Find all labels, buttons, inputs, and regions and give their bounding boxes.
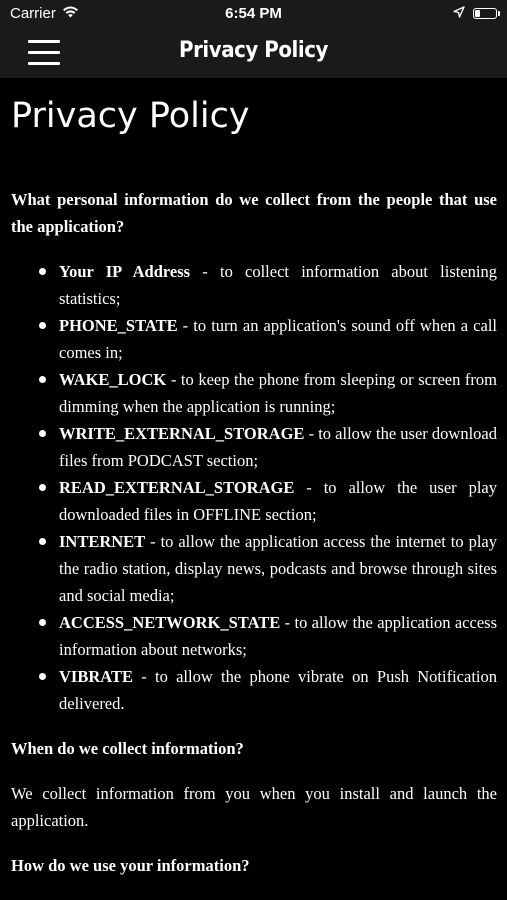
battery-icon (473, 8, 497, 19)
list-item (11, 258, 497, 312)
permission-name: WAKE_LOCK (59, 370, 167, 389)
list-item (11, 528, 497, 609)
answer-when: We collect information from you when you install and launch the application. (11, 784, 497, 830)
permission-name: READ_EXTERNAL_STORAGE (59, 478, 295, 497)
question-when: When do we collect information? (11, 739, 244, 758)
list-item (11, 474, 497, 528)
permission-name: PHONE_STATE (59, 316, 178, 335)
permission-desc: - to allow the phone vibrate on Push Notification delivered. (59, 667, 497, 713)
list-item (11, 420, 497, 474)
list-item (11, 609, 497, 663)
permission-name: INTERNET (59, 532, 146, 551)
content-scroll-area[interactable] (0, 78, 507, 900)
permission-desc: - to turn an application's sound off when a call comes in; (59, 316, 497, 362)
page-heading: Privacy Policy (11, 96, 250, 136)
permission-desc: - to allow the application access the internet to play the radio station, display news, podcasts and browse through sites and social media; (59, 532, 497, 605)
status-bar (0, 0, 507, 28)
question-collect: What personal information do we collect from the people that use the application? (11, 190, 497, 236)
permission-desc: - to collect information about listening statistics; (59, 262, 497, 308)
permission-name: Your IP Address (59, 262, 191, 281)
policy-body (11, 186, 497, 897)
nav-bar (0, 28, 507, 78)
nav-title: Privacy Policy (179, 38, 328, 63)
question-how: How do we use your information? (11, 856, 250, 875)
list-item (11, 366, 497, 420)
battery-level (475, 10, 480, 17)
status-time: 6:54 PM (225, 5, 282, 22)
status-right (453, 5, 497, 22)
permission-desc: - to keep the phone from sleeping or screen from dimming when the application is running; (59, 370, 497, 416)
carrier-label: Carrier (10, 5, 56, 22)
permissions-list (11, 258, 497, 717)
permission-name: WRITE_EXTERNAL_STORAGE (59, 424, 305, 443)
permission-desc: - to allow the user play downloaded files in OFFLINE section; (59, 478, 497, 524)
list-item (11, 663, 497, 717)
permission-desc: - to allow the user download files from PODCAST section; (59, 424, 497, 470)
list-item (11, 312, 497, 366)
location-arrow-icon (453, 5, 465, 22)
permission-name: VIBRATE (59, 667, 133, 686)
permission-desc: - to allow the application access information about networks; (59, 613, 497, 659)
permission-name: ACCESS_NETWORK_STATE (59, 613, 281, 632)
